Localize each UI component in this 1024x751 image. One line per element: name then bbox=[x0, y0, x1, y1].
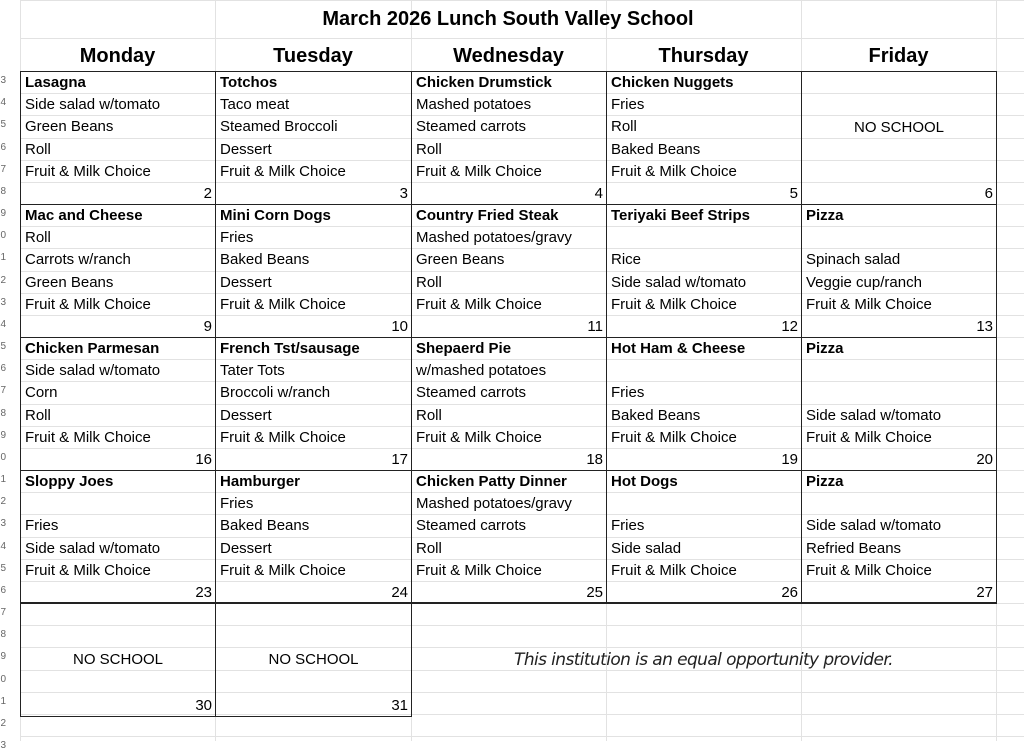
day-cell-wednesday[interactable] bbox=[411, 470, 607, 604]
menu-item: Side salad w/tomato bbox=[611, 273, 747, 291]
menu-item: Dessert bbox=[220, 539, 272, 557]
menu-item: Roll bbox=[416, 539, 442, 557]
day-cell-tuesday[interactable] bbox=[215, 603, 412, 717]
menu-item: Taco meat bbox=[220, 96, 290, 114]
menu-item bbox=[611, 227, 797, 249]
row-number[interactable]: 3 bbox=[0, 75, 6, 86]
day-cell-monday[interactable] bbox=[20, 603, 216, 717]
day-cell-wednesday[interactable] bbox=[411, 337, 607, 471]
menu-item: Green Beans bbox=[25, 118, 114, 136]
menu-item: Fruit & Milk Choice bbox=[25, 295, 151, 313]
row-number[interactable]: 4 bbox=[0, 97, 6, 108]
row-number[interactable]: 1 bbox=[0, 474, 6, 485]
entree-item: Hamburger bbox=[220, 473, 301, 490]
row-number[interactable]: 2 bbox=[0, 275, 6, 286]
day-cell-thursday[interactable] bbox=[606, 71, 802, 205]
day-header-wednesday: Wednesday bbox=[453, 45, 564, 67]
date-number: 13 bbox=[976, 318, 993, 335]
menu-item: Fruit & Milk Choice bbox=[416, 561, 542, 579]
menu-item: Fruit & Milk Choice bbox=[611, 428, 737, 446]
day-cell-thursday[interactable] bbox=[606, 337, 802, 471]
day-cell-monday[interactable] bbox=[20, 204, 216, 338]
date-number: 4 bbox=[594, 185, 603, 202]
date-number: 31 bbox=[391, 697, 408, 714]
no-school-label: NO SCHOOL bbox=[72, 651, 163, 668]
row-number[interactable]: 7 bbox=[0, 607, 6, 618]
menu-item: Mashed potatoes bbox=[416, 96, 532, 114]
row-number[interactable]: 8 bbox=[0, 408, 6, 419]
date-number: 23 bbox=[195, 584, 212, 601]
menu-item: Fruit & Milk Choice bbox=[25, 428, 151, 446]
row-number[interactable]: 1 bbox=[0, 696, 6, 707]
row-number[interactable]: 4 bbox=[0, 541, 6, 552]
menu-item: Side salad w/tomato bbox=[25, 96, 161, 114]
menu-item: Fries bbox=[611, 517, 645, 535]
entree-item: Pizza bbox=[806, 473, 844, 490]
row-number[interactable]: 5 bbox=[0, 341, 6, 352]
row-number[interactable]: 9 bbox=[0, 651, 6, 662]
menu-item: Fruit & Milk Choice bbox=[806, 295, 932, 313]
menu-item bbox=[611, 493, 797, 515]
row-number[interactable]: 2 bbox=[0, 718, 6, 729]
entree-item: Chicken Nuggets bbox=[611, 74, 734, 91]
menu-item: Roll bbox=[416, 273, 442, 291]
menu-item: Spinach salad bbox=[806, 251, 901, 269]
menu-item: Fries bbox=[611, 96, 645, 114]
date-number: 19 bbox=[781, 451, 798, 468]
day-cell-friday[interactable] bbox=[801, 204, 997, 338]
menu-item: Fruit & Milk Choice bbox=[806, 428, 932, 446]
menu-item: Fruit & Milk Choice bbox=[220, 162, 346, 180]
day-cell-monday[interactable] bbox=[20, 337, 216, 471]
entree-item: Chicken Drumstick bbox=[416, 74, 552, 91]
entree-item: French Tst/sausage bbox=[220, 340, 360, 357]
day-header-monday: Monday bbox=[79, 45, 156, 67]
menu-item: Fruit & Milk Choice bbox=[220, 428, 346, 446]
day-cell-tuesday[interactable] bbox=[215, 71, 412, 205]
date-number: 3 bbox=[399, 185, 408, 202]
menu-item: Dessert bbox=[220, 273, 272, 291]
menu-item: Green Beans bbox=[416, 251, 505, 269]
row-number[interactable]: 4 bbox=[0, 319, 6, 330]
entree-item: Pizza bbox=[806, 340, 844, 357]
menu-item: Carrots w/ranch bbox=[25, 251, 131, 269]
menu-item: Veggie cup/ranch bbox=[806, 273, 922, 291]
menu-item: Roll bbox=[25, 406, 51, 424]
row-number[interactable]: 8 bbox=[0, 186, 6, 197]
menu-item: Fries bbox=[25, 517, 59, 535]
row-number[interactable]: 5 bbox=[0, 119, 6, 130]
date-number: 12 bbox=[781, 318, 798, 335]
row-number[interactable]: 7 bbox=[0, 385, 6, 396]
menu-item: Fries bbox=[611, 384, 645, 402]
menu-item: w/mashed potatoes bbox=[416, 362, 547, 380]
day-cell-thursday[interactable] bbox=[606, 470, 802, 604]
menu-item: Fruit & Milk Choice bbox=[416, 428, 542, 446]
menu-item: Roll bbox=[416, 140, 442, 158]
day-cell-friday[interactable] bbox=[801, 71, 997, 205]
menu-item bbox=[806, 382, 992, 404]
row-number[interactable]: 6 bbox=[0, 142, 6, 153]
menu-item: Roll bbox=[25, 229, 51, 247]
entree-item: Chicken Parmesan bbox=[25, 340, 160, 357]
menu-item: Roll bbox=[611, 118, 637, 136]
date-number: 16 bbox=[195, 451, 212, 468]
menu-item: Corn bbox=[25, 384, 58, 402]
menu-item: Fruit & Milk Choice bbox=[611, 561, 737, 579]
entree-item: Mini Corn Dogs bbox=[220, 207, 331, 224]
date-number: 24 bbox=[391, 584, 408, 601]
menu-item: Dessert bbox=[220, 140, 272, 158]
menu-item: Fruit & Milk Choice bbox=[806, 561, 932, 579]
row-number[interactable]: 0 bbox=[0, 452, 6, 463]
menu-item bbox=[25, 493, 211, 515]
menu-item: Steamed carrots bbox=[416, 118, 527, 136]
menu-item: Mashed potatoes/gravy bbox=[416, 495, 572, 513]
menu-item: Broccoli w/ranch bbox=[220, 384, 331, 402]
menu-item: Baked Beans bbox=[220, 251, 310, 269]
row-number[interactable]: 1 bbox=[0, 252, 6, 263]
row-number[interactable]: 8 bbox=[0, 629, 6, 640]
page-title: March 2026 Lunch South Valley School bbox=[322, 8, 694, 30]
menu-item: Side salad w/tomato bbox=[806, 517, 942, 535]
date-number: 10 bbox=[391, 318, 408, 335]
date-number: 17 bbox=[391, 451, 408, 468]
day-cell-friday[interactable] bbox=[801, 337, 997, 471]
menu-item: Roll bbox=[416, 406, 442, 424]
menu-item bbox=[806, 227, 992, 249]
menu-item: Fruit & Milk Choice bbox=[611, 295, 737, 313]
row-number[interactable]: 0 bbox=[0, 230, 6, 241]
menu-item bbox=[611, 360, 797, 382]
row-number[interactable]: 9 bbox=[0, 208, 6, 219]
menu-item: Side salad bbox=[611, 539, 682, 557]
date-number: 26 bbox=[781, 584, 798, 601]
menu-item: Steamed carrots bbox=[416, 517, 527, 535]
entree-item: Lasagna bbox=[25, 74, 86, 91]
menu-item: Fruit & Milk Choice bbox=[416, 162, 542, 180]
date-number: 20 bbox=[976, 451, 993, 468]
entree-item: Sloppy Joes bbox=[25, 473, 114, 490]
row-number[interactable]: 0 bbox=[0, 674, 6, 685]
day-cell-tuesday[interactable] bbox=[215, 204, 412, 338]
menu-item: Refried Beans bbox=[806, 539, 902, 557]
menu-item: Side salad w/tomato bbox=[25, 362, 161, 380]
entree-item: Chicken Patty Dinner bbox=[416, 473, 567, 490]
menu-item: Fruit & Milk Choice bbox=[25, 561, 151, 579]
menu-item: Side salad w/tomato bbox=[25, 539, 161, 557]
menu-item bbox=[806, 360, 992, 382]
row-number[interactable]: 7 bbox=[0, 164, 6, 175]
date-number: 30 bbox=[195, 697, 212, 714]
menu-item: Dessert bbox=[220, 406, 272, 424]
row-number[interactable]: 3 bbox=[0, 297, 6, 308]
menu-item: Fruit & Milk Choice bbox=[416, 295, 542, 313]
date-number: 2 bbox=[203, 185, 212, 202]
menu-item: Fruit & Milk Choice bbox=[25, 162, 151, 180]
menu-item: Steamed Broccoli bbox=[220, 118, 338, 136]
day-header-tuesday: Tuesday bbox=[273, 45, 353, 67]
day-cell-friday[interactable] bbox=[801, 470, 997, 604]
menu-item: Side salad w/tomato bbox=[806, 406, 942, 424]
entree-item: Pizza bbox=[806, 207, 844, 224]
entree-item: Shepaerd Pie bbox=[416, 340, 512, 357]
row-header-column[interactable] bbox=[0, 0, 20, 751]
no-school-label: NO SCHOOL bbox=[268, 651, 359, 668]
entree-item: Teriyaki Beef Strips bbox=[611, 207, 750, 224]
entree-item: Hot Dogs bbox=[611, 473, 678, 490]
day-cell-thursday[interactable] bbox=[606, 204, 802, 338]
day-cell-tuesday[interactable] bbox=[215, 470, 412, 604]
menu-item: Steamed carrots bbox=[416, 384, 527, 402]
menu-item: Green Beans bbox=[25, 273, 114, 291]
menu-item: Tater Tots bbox=[220, 362, 285, 380]
date-number: 11 bbox=[587, 318, 603, 335]
entree-item: Totchos bbox=[220, 74, 278, 91]
menu-item: Fruit & Milk Choice bbox=[220, 561, 346, 579]
entree-item: Country Fried Steak bbox=[416, 207, 559, 224]
date-number: 6 bbox=[984, 185, 993, 202]
menu-item: Rice bbox=[611, 251, 642, 269]
day-header-thursday: Thursday bbox=[658, 45, 749, 67]
menu-item: Baked Beans bbox=[611, 140, 701, 158]
row-number[interactable]: 5 bbox=[0, 563, 6, 574]
menu-item: Fruit & Milk Choice bbox=[220, 295, 346, 313]
date-number: 5 bbox=[789, 185, 798, 202]
menu-item: Roll bbox=[25, 140, 51, 158]
date-number: 25 bbox=[586, 584, 603, 601]
equal-opportunity-note: This institution is an equal opportunity provider. bbox=[514, 650, 893, 670]
menu-item: Fruit & Milk Choice bbox=[611, 162, 737, 180]
row-number[interactable]: 3 bbox=[0, 740, 6, 751]
menu-item bbox=[806, 493, 992, 515]
row-number[interactable]: 2 bbox=[0, 496, 6, 507]
day-cell-wednesday[interactable] bbox=[411, 204, 607, 338]
menu-item: Baked Beans bbox=[611, 406, 701, 424]
day-cell-wednesday[interactable] bbox=[411, 71, 607, 205]
entree-item: Hot Ham & Cheese bbox=[611, 340, 746, 357]
menu-item: Mashed potatoes/gravy bbox=[416, 229, 572, 247]
menu-item: Fries bbox=[220, 495, 254, 513]
menu-item: Baked Beans bbox=[220, 517, 310, 535]
row-number[interactable]: 6 bbox=[0, 363, 6, 374]
date-number: 27 bbox=[976, 584, 993, 601]
no-school-label: NO SCHOOL bbox=[853, 119, 944, 136]
entree-item: Mac and Cheese bbox=[25, 207, 143, 224]
day-cell-monday[interactable] bbox=[20, 71, 216, 205]
row-number[interactable]: 3 bbox=[0, 518, 6, 529]
date-number: 9 bbox=[203, 318, 212, 335]
row-number[interactable]: 9 bbox=[0, 430, 6, 441]
row-number[interactable]: 6 bbox=[0, 585, 6, 596]
day-cell-tuesday[interactable] bbox=[215, 337, 412, 471]
day-cell-monday[interactable] bbox=[20, 470, 216, 604]
menu-item: Fries bbox=[220, 229, 254, 247]
date-number: 18 bbox=[586, 451, 603, 468]
day-header-friday: Friday bbox=[868, 45, 929, 67]
